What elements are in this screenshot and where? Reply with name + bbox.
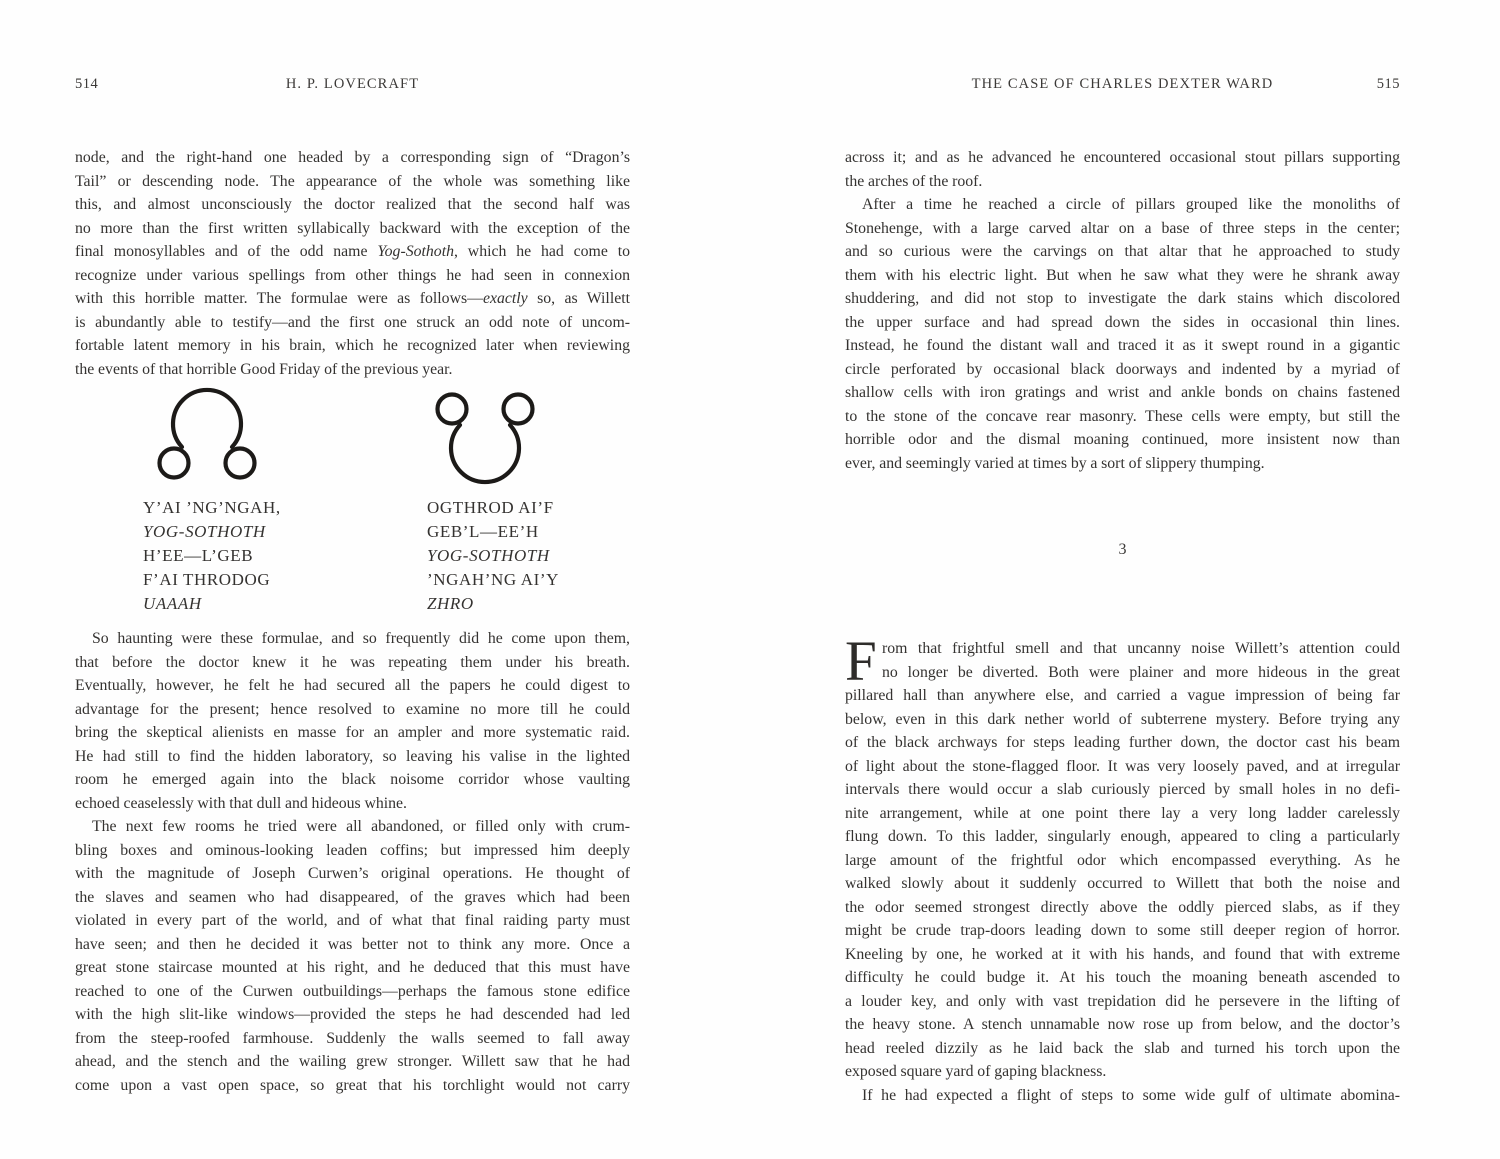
text-line: the events of that horrible Good Friday of the previous year. (75, 360, 453, 378)
text-line: bling boxes and ominous-looking leaden coffins; but impressed him deeply (75, 841, 630, 859)
text-line: final monosyllables and of the odd name Yog-Sothoth, which he had come to (75, 243, 630, 260)
text-line: the arches of the roof. (845, 172, 983, 190)
text-line: Eventually, however, he felt he had secured all the papers he could digest to (75, 677, 630, 694)
text-line: ever, and seemingly varied at times by a sort of slippery thumping. (845, 454, 1265, 472)
left-page (75, 0, 630, 1159)
text-line: the slaves and seamen who had disappeared, of the graves which had been (75, 888, 630, 906)
text-line: large amount of the frightful odor which encompassed everything. As he (845, 851, 1400, 869)
text-line: reached to one of the Curwen outbuildings—perhaps the famous stone edifice (75, 982, 630, 1000)
incantation-line: UAAAH (143, 594, 202, 613)
text-line: no longer be diverted. Both were plainer and more hideous in the great (882, 663, 1400, 681)
text-line: Tail” or descending node. The appearance of the whole was something like (75, 172, 630, 190)
text-line: horrible odor and the dismal moaning continued, more insistent now than (845, 431, 1400, 448)
text-line: is abundantly able to testify—and the first one struck an odd note of uncom- (75, 313, 630, 331)
text-line: exposed square yard of gaping blackness. (845, 1063, 1107, 1080)
text-line: Instead, he found the distant wall and traced it as it swept round in a gigantic (845, 337, 1400, 354)
incantation-ascending-text (143, 496, 363, 616)
text-line: bring the skeptical alienists en masse for an ampler and more systematic raid. (75, 724, 630, 741)
right-page (845, 0, 1400, 1159)
text-line: difficulty he could budge it. At his touch the moaning beneath ascended to (845, 969, 1400, 986)
text-line: violated in every part of the world, and of what that final raiding party must (75, 912, 630, 929)
text-line: node, and the right-hand one headed by a corresponding sign of “Dragon’s (75, 149, 630, 166)
text-line: He had still to find the hidden laboratory, so leaving his valise in the lighted (75, 747, 630, 765)
paragraph (845, 193, 1400, 475)
text-line: flung down. To this ladder, singularly enough, appeared to cling a particularly (845, 828, 1400, 845)
text-line: of light about the stone-flagged floor. It was very loosely paved, and at irregular (845, 757, 1400, 775)
left-page-text-top (75, 146, 630, 381)
text-line: intervals there would occur a slab curiously pierced by small holes in no defi- (845, 781, 1400, 798)
text-line: the heavy stone. A stench unnamable now rose up from below, and the doctor’s (845, 1016, 1400, 1033)
dragons-head-sigil-icon (157, 384, 257, 488)
text-line: head reeled dizzily as he laid back the slab and turned his torch upon the (845, 1039, 1400, 1057)
incantation-line: Y’AI ’NG’NGAH, (143, 498, 281, 517)
text-line: fortable latent memory in his brain, which he recognized later when reviewing (75, 337, 630, 354)
text-line: shallow cells with iron gratings and wrist and ankle bonds on chains fastened (845, 384, 1400, 401)
text-line: might be crude trap-doors leading down to some still deeper region of horror. (845, 922, 1400, 939)
incantation-line: ZHRO (427, 594, 474, 613)
text-line: great stone staircase mounted at his right, and he deduced that this must have (75, 959, 630, 976)
text-line: If he had expected a flight of steps to some wide gulf of ultimate abomina- (862, 1086, 1400, 1104)
incantation-line: YOG-SOTHOTH (427, 546, 550, 565)
figure-dragons-head (143, 384, 363, 616)
drop-cap: F (845, 630, 877, 693)
incantation-figures (75, 384, 630, 620)
page-number-left: 514 (75, 76, 99, 92)
incantation-line: OGTHROD AI’F (427, 498, 554, 517)
right-page-text-top (845, 146, 1400, 475)
text-line: and so curious were the carvings on that altar that he approached to study (845, 243, 1400, 260)
incantation-line: ’NGAH’NG AI’Y (427, 570, 559, 589)
text-line: After a time he reached a circle of pillars grouped like the monoliths of (862, 196, 1400, 213)
text-line: of the black archways for steps leading further down, the doctor cast his beam (845, 734, 1400, 751)
paragraph (75, 146, 630, 381)
text-line: across it; and as he advanced he encountered occasional stout pillars supporting (845, 149, 1400, 166)
left-page-text-bottom (75, 627, 630, 1097)
paragraph (845, 1084, 1400, 1108)
page-number-right: 515 (1376, 76, 1400, 92)
right-page-text-bottom (845, 630, 1400, 1107)
left-running-head (75, 76, 630, 93)
text-line: room he emerged again into the black noisome corridor whose vaulting (75, 771, 630, 788)
text-line: a louder key, and only with vast trepidation did he persevere in the lifting of (845, 992, 1400, 1010)
text-line: them with his electric light. But when he saw what they were he shrank away (845, 266, 1400, 284)
text-line: rom that frightful smell and that uncanny noise Willett’s attention could (882, 640, 1400, 657)
incantation-descending-text (427, 496, 647, 616)
text-line: with the high slit-like windows—provided the steps he had descended had led (75, 1006, 630, 1023)
text-line: advantage for the present; hence resolved to examine no more till he could (75, 700, 630, 718)
incantation-line: F’AI THRODOG (143, 570, 271, 589)
text-line: no more than the first written syllabically backward with the exception of the (75, 219, 630, 237)
text-line: have seen; and then he decided it was better not to think any more. Once a (75, 935, 630, 953)
text-line: shuddering, and did not stop to investigate the dark stains which discolored (845, 290, 1400, 307)
text-line: circle perforated by occasional black doorways and indented by a myriad of (845, 360, 1400, 378)
dragons-tail-sigil-icon (435, 384, 535, 488)
text-line: the odor seemed strongest directly above the oddly pierced slabs, as if they (845, 898, 1400, 916)
text-line: the upper surface and had spread down the sides in occasional thin lines. (845, 313, 1400, 331)
paragraph (845, 146, 1400, 193)
incantation-line: YOG-SOTHOTH (143, 522, 266, 541)
text-line: with this horrible matter. The formulae were as follows—exactly so, as Willett (75, 290, 630, 307)
text-line: from the steep-roofed farmhouse. Suddenly the walls seemed to fall away (75, 1029, 630, 1047)
incantation-line: H’EE—L’GEB (143, 546, 254, 565)
text-line: this, and almost unconsciously the doctor realized that the second half was (75, 196, 630, 213)
text-line: that before the doctor knew it he was repeating them under his breath. (75, 653, 630, 671)
text-line: Kneeling by one, he worked at it with his hands, and found that with extreme (845, 945, 1400, 963)
paragraph (75, 815, 630, 1097)
text-line: nite arrangement, while at one point there lay a very long ladder carelessly (845, 804, 1400, 822)
text-line: below, even in this dark nether world of subterrene mystery. Before trying any (845, 710, 1400, 728)
text-line: to the stone of the concave rear masonry. These cells were empty, but still the (845, 407, 1400, 425)
text-line: ahead, and the stench and the wailing grew stronger. Willett saw that he had (75, 1053, 630, 1070)
incantation-line: GEB’L—EE’H (427, 522, 539, 541)
figure-dragons-tail (427, 384, 647, 616)
text-line: recognize under various spellings from other things he had seen in connexion (75, 266, 630, 284)
paragraph (845, 630, 1400, 1084)
text-line: pillared hall than anywhere else, and carried a vague impression of being far (845, 687, 1400, 704)
running-header-author: H. P. LOVECRAFT (285, 76, 420, 92)
text-line: So haunting were these formulae, and so frequently did he come upon them, (92, 630, 630, 647)
running-header-title: THE CASE OF CHARLES DEXTER WARD (971, 76, 1274, 92)
text-line: Stonehenge, with a large carved altar on a base of three steps in the center; (845, 219, 1400, 237)
text-line: walked slowly about it suddenly occurred to Willett that both the noise and (845, 875, 1400, 892)
section-number: 3 (1118, 541, 1127, 558)
right-running-head (845, 76, 1400, 93)
text-line: The next few rooms he tried were all abandoned, or filled only with crum- (92, 818, 630, 835)
paragraph (75, 627, 630, 815)
text-line: echoed ceaselessly with that dull and hideous whine. (75, 794, 408, 812)
text-line: come upon a vast open space, so great that his torchlight would not carry (75, 1076, 630, 1094)
text-line: with the magnitude of Joseph Curwen’s original operations. He thought of (75, 865, 630, 882)
